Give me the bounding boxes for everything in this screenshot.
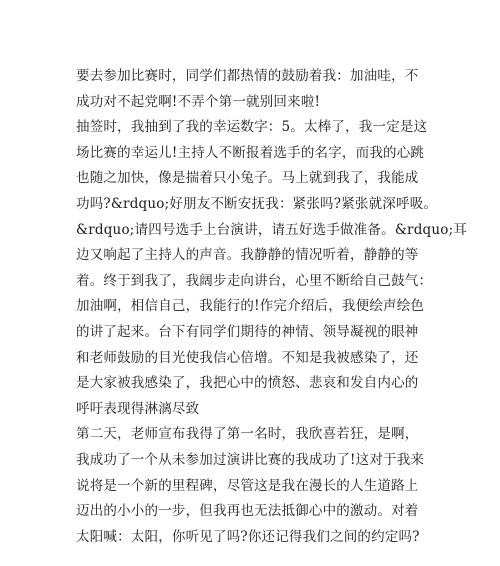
text-line: 的讲了起来。台下有同学们期待的神情、领导凝视的眼神 bbox=[76, 323, 419, 340]
text-line: 呼吁表现得淋漓尽致 bbox=[76, 400, 200, 417]
text-line: 成功对不起党啊!不弄个第一就别回来啦! bbox=[76, 93, 321, 110]
text-line: 太阳喊：太阳，你听见了吗?你还记得我们之间的约定吗? bbox=[76, 528, 420, 545]
text-line: 迈出的小小的一步，但我再也无法抵御心中的激动。对着 bbox=[76, 503, 419, 520]
text-line: 第二天，老师宣布我得了第一名时，我欣喜若狂，是啊， bbox=[76, 426, 419, 443]
text-line: &rdquo;请四号选手上台演讲，请五好选手做准备。&rdquo;耳 bbox=[76, 221, 468, 238]
text-line: 是大家被我感染了，我把心中的愤怒、悲哀和发自内心的 bbox=[76, 375, 419, 392]
text-line: 功吗?&rdquo;好朋友不断安抚我：紧张吗?紧张就深呼吸。 bbox=[76, 195, 438, 212]
text-line: 场比赛的幸运儿!主持人不断报着选手的名字，而我的心跳 bbox=[76, 144, 425, 161]
text-line: 要去参加比赛时，同学们都热情的鼓励着我：加油哇，不 bbox=[76, 68, 419, 84]
text-line: 抽签时，我抽到了我的幸运数字：5。太棒了，我一定是这 bbox=[76, 119, 428, 136]
text-line: 加油啊，相信自己，我能行的!作完介绍后，我便绘声绘色 bbox=[76, 298, 425, 315]
text-line: 边又响起了主持人的声音。我静静的情况听着，静静的等 bbox=[76, 247, 419, 264]
text-line: 也随之加快，像是揣着只小兔子。马上就到我了，我能成 bbox=[76, 170, 419, 187]
text-line: 我成功了一个从未参加过演讲比赛的我成功了!这对于我来 bbox=[76, 451, 425, 468]
text-line: 说将是一个新的里程碑，尽管这是我在漫长的人生道路上 bbox=[76, 477, 419, 494]
text-line: 和老师鼓励的目光使我信心倍增。不知是我被感染了，还 bbox=[76, 349, 419, 366]
text-line: 着。终于到我了，我阔步走向讲台，心里不断给自己鼓气： bbox=[76, 272, 433, 289]
document-body bbox=[76, 64, 476, 550]
